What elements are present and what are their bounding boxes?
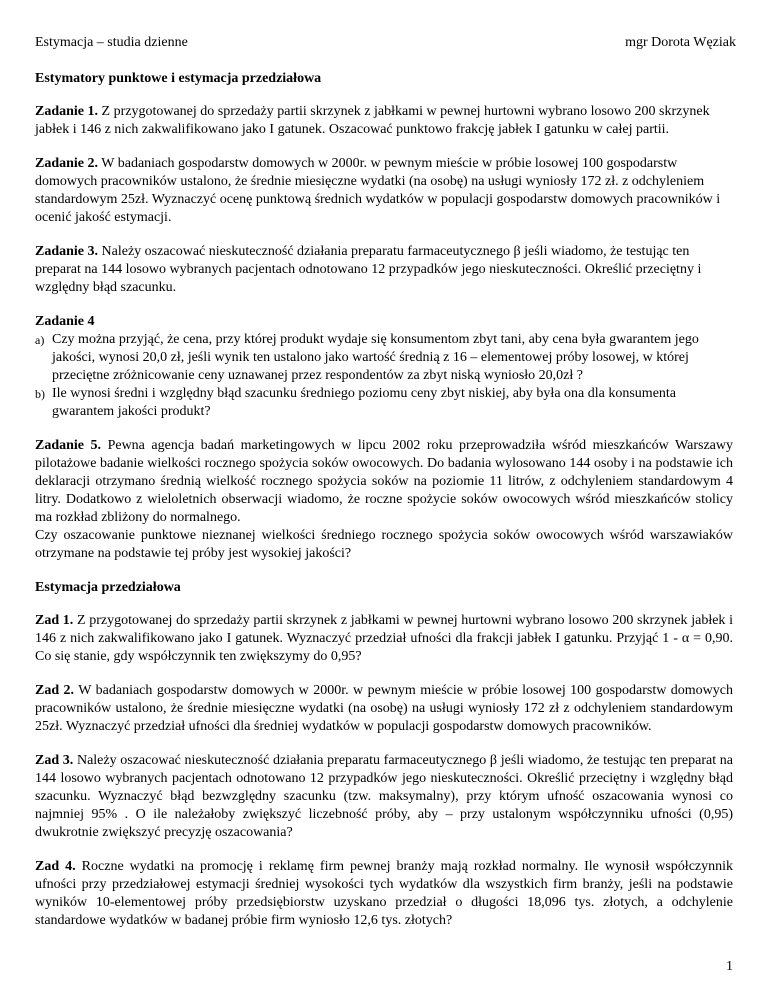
task-label: Zad 4. xyxy=(35,859,76,874)
task-text-continued: Czy oszacowanie punktowe nieznanej wielkości średniego rocznego spożycia soków owocowych wśród warszawiaków otrzymane na podstawie tej próby jest wysokiej jakości? xyxy=(35,528,733,561)
task-label: Zad 2. xyxy=(35,683,75,698)
task-text: Należy oszacować nieskuteczność działania preparatu farmaceutycznego β jeśli wiadomo, że testując ten preparat na 144 losowo wybranych pacjentach odnotowano 12 przypadków jego nieskuteczności. Określić przeciętny i względny błąd szacunku. Wyznaczyć błąd bezwzględny szacunku (tzw. maksymalny), przy którym ufność oszacowania wynosi co najmniej 95% . O ile należałoby zwiększyć liczebność próby, aby – przy ustalonym współczynniku ufności (0,95) dwukrotnie zwiększyć precyzję oszacowania? xyxy=(35,753,733,840)
task-1 xyxy=(35,103,733,139)
task-4-label: Zadanie 4 xyxy=(35,314,95,329)
zad-1 xyxy=(35,612,733,666)
task-text: Roczne wydatki na promocję i reklamę firm pewnej branży mają rozkład normalny. Ile wynosił współczynnik ufności przy przedziałowej estymacji średniej wysokości tych wydatków dla wszystkich firm branży, jeśli na podstawie wyników 10-elementowej próby przedsiębiorstw uzyskano przedział o długości 18,096 tys. złotych, a odchylenie standardowe wydatków w badanej próbie firm wyniosło 12,6 tys. złotych? xyxy=(35,859,734,928)
task-2 xyxy=(35,155,733,227)
task-text: W badaniach gospodarstw domowych w 2000r. w pewnym mieście w próbie losowej 100 gospodarstw domowych pracowników ustalono, że średnie miesięczne wydatki (na osobę) na usługi wyniosły 172 zł z odchyleniem standardowym 25zł. Wyznaczyć przedział ufności dla średniej wydatków w populacji gospodarstw domowych pracowników. xyxy=(35,683,734,734)
task-text: Pewna agencja badań marketingowych w lipcu 2002 roku przeprowadziła wśród mieszkańców Warszawy pilotażowe badanie wielkości rocznego spożycia soków owocowych. Do badania wylosowano 144 osoby i na podstawie ich deklaracji otrzymano średnią wielkość rocznego spożycia soków na poziomie 11 litrów, z odchyleniem standardowym 4 litry. Dodatkowo z wieloletnich obserwacji wiadomo, że roczne spożycie soków owocowych wśród mieszkańców stolicy ma rozkład zbliżony do normalnego. xyxy=(35,438,734,525)
header-author: mgr Dorota Węziak xyxy=(625,35,736,50)
item-marker: b) xyxy=(35,387,45,401)
page-header xyxy=(35,34,736,52)
task-label: Zadanie 2. xyxy=(35,156,99,171)
task-text: Należy oszacować nieskuteczność działania preparatu farmaceutycznego β jeśli wiadomo, że testując ten preparat na 144 losowo wybranych pacjentach odnotowano 12 przypadków jego nieskuteczności. Określić przeciętny i względny błąd szacunku. xyxy=(35,244,702,295)
task-4-items xyxy=(35,331,733,421)
item-text: Ile wynosi średni i względny błąd szacunku średniego poziomu ceny zbyt niskiej, aby była ona dla konsumenta gwarantem jakości produkt? xyxy=(52,386,677,419)
task-3 xyxy=(35,243,733,297)
task-text: Z przygotowanej do sprzedaży partii skrzynek z jabłkami w pewnej hurtowni wybrano losowo 200 skrzynek jabłek i 146 z nich zakwalifikowano jako I gatunek. Oszacować punktowo frakcję jabłek I gatunku w całej partii. xyxy=(35,104,710,137)
task-text: W badaniach gospodarstw domowych w 2000r. w pewnym mieście w próbie losowej 100 gospodarstw domowych pracowników ustalono, że średnie miesięczne wydatki (na osobę) na usługi wyniosły 172 zł. z odchyleniem standardowym 25zł. Wyznaczyć ocenę punktową średnich wydatków w populacji gospodarstw domowych pracowników i ocenić jakość estymacji. xyxy=(35,156,721,225)
task-text: Z przygotowanej do sprzedaży partii skrzynek z jabłkami w pewnej hurtowni wybrano losowo 200 skrzynek jabłek i 146 z nich zakwalifikowano jako I gatunek. Wyznaczyć przedział ufności dla frakcji jabłek I gatunku. Przyjąć 1 - α = 0,90. Co się stanie, gdy współczynnik ten zwiększymy do 0,95? xyxy=(35,613,734,664)
task-label: Zad 1. xyxy=(35,613,74,628)
task-label: Zadanie 3. xyxy=(35,244,99,259)
task-5 xyxy=(35,437,733,563)
zad-3 xyxy=(35,752,733,842)
zad-4 xyxy=(35,858,733,930)
page-number: 1 xyxy=(726,959,733,974)
task-4-item-a xyxy=(35,331,733,385)
item-marker: a) xyxy=(35,333,45,347)
section-heading-point-estimation: Estymatory punktowe i estymacja przedziałowa xyxy=(35,71,322,86)
zad-2 xyxy=(35,682,733,736)
task-4-item-b xyxy=(35,385,733,421)
header-course: Estymacja – studia dzienne xyxy=(35,35,188,50)
task-label: Zadanie 5. xyxy=(35,438,102,453)
item-text: Czy można przyjąć, że cena, przy której produkt wydaje się konsumentom zbyt tani, aby cena była gwarantem jego jakości, wynosi 20,0 zł, jeśli wynik ten ustalono jako wartość średnią z 16 – elementowej próby losowej, w której przeciętne zróżnicowanie ceny uznawanej przez respondentów za zbyt niską wyniosło 20,0zł ? xyxy=(52,332,699,383)
document-page xyxy=(35,34,736,946)
task-label: Zad 3. xyxy=(35,753,74,768)
task-label: Zadanie 1. xyxy=(35,104,99,119)
section-heading-interval-estimation: Estymacja przedziałowa xyxy=(35,580,181,595)
